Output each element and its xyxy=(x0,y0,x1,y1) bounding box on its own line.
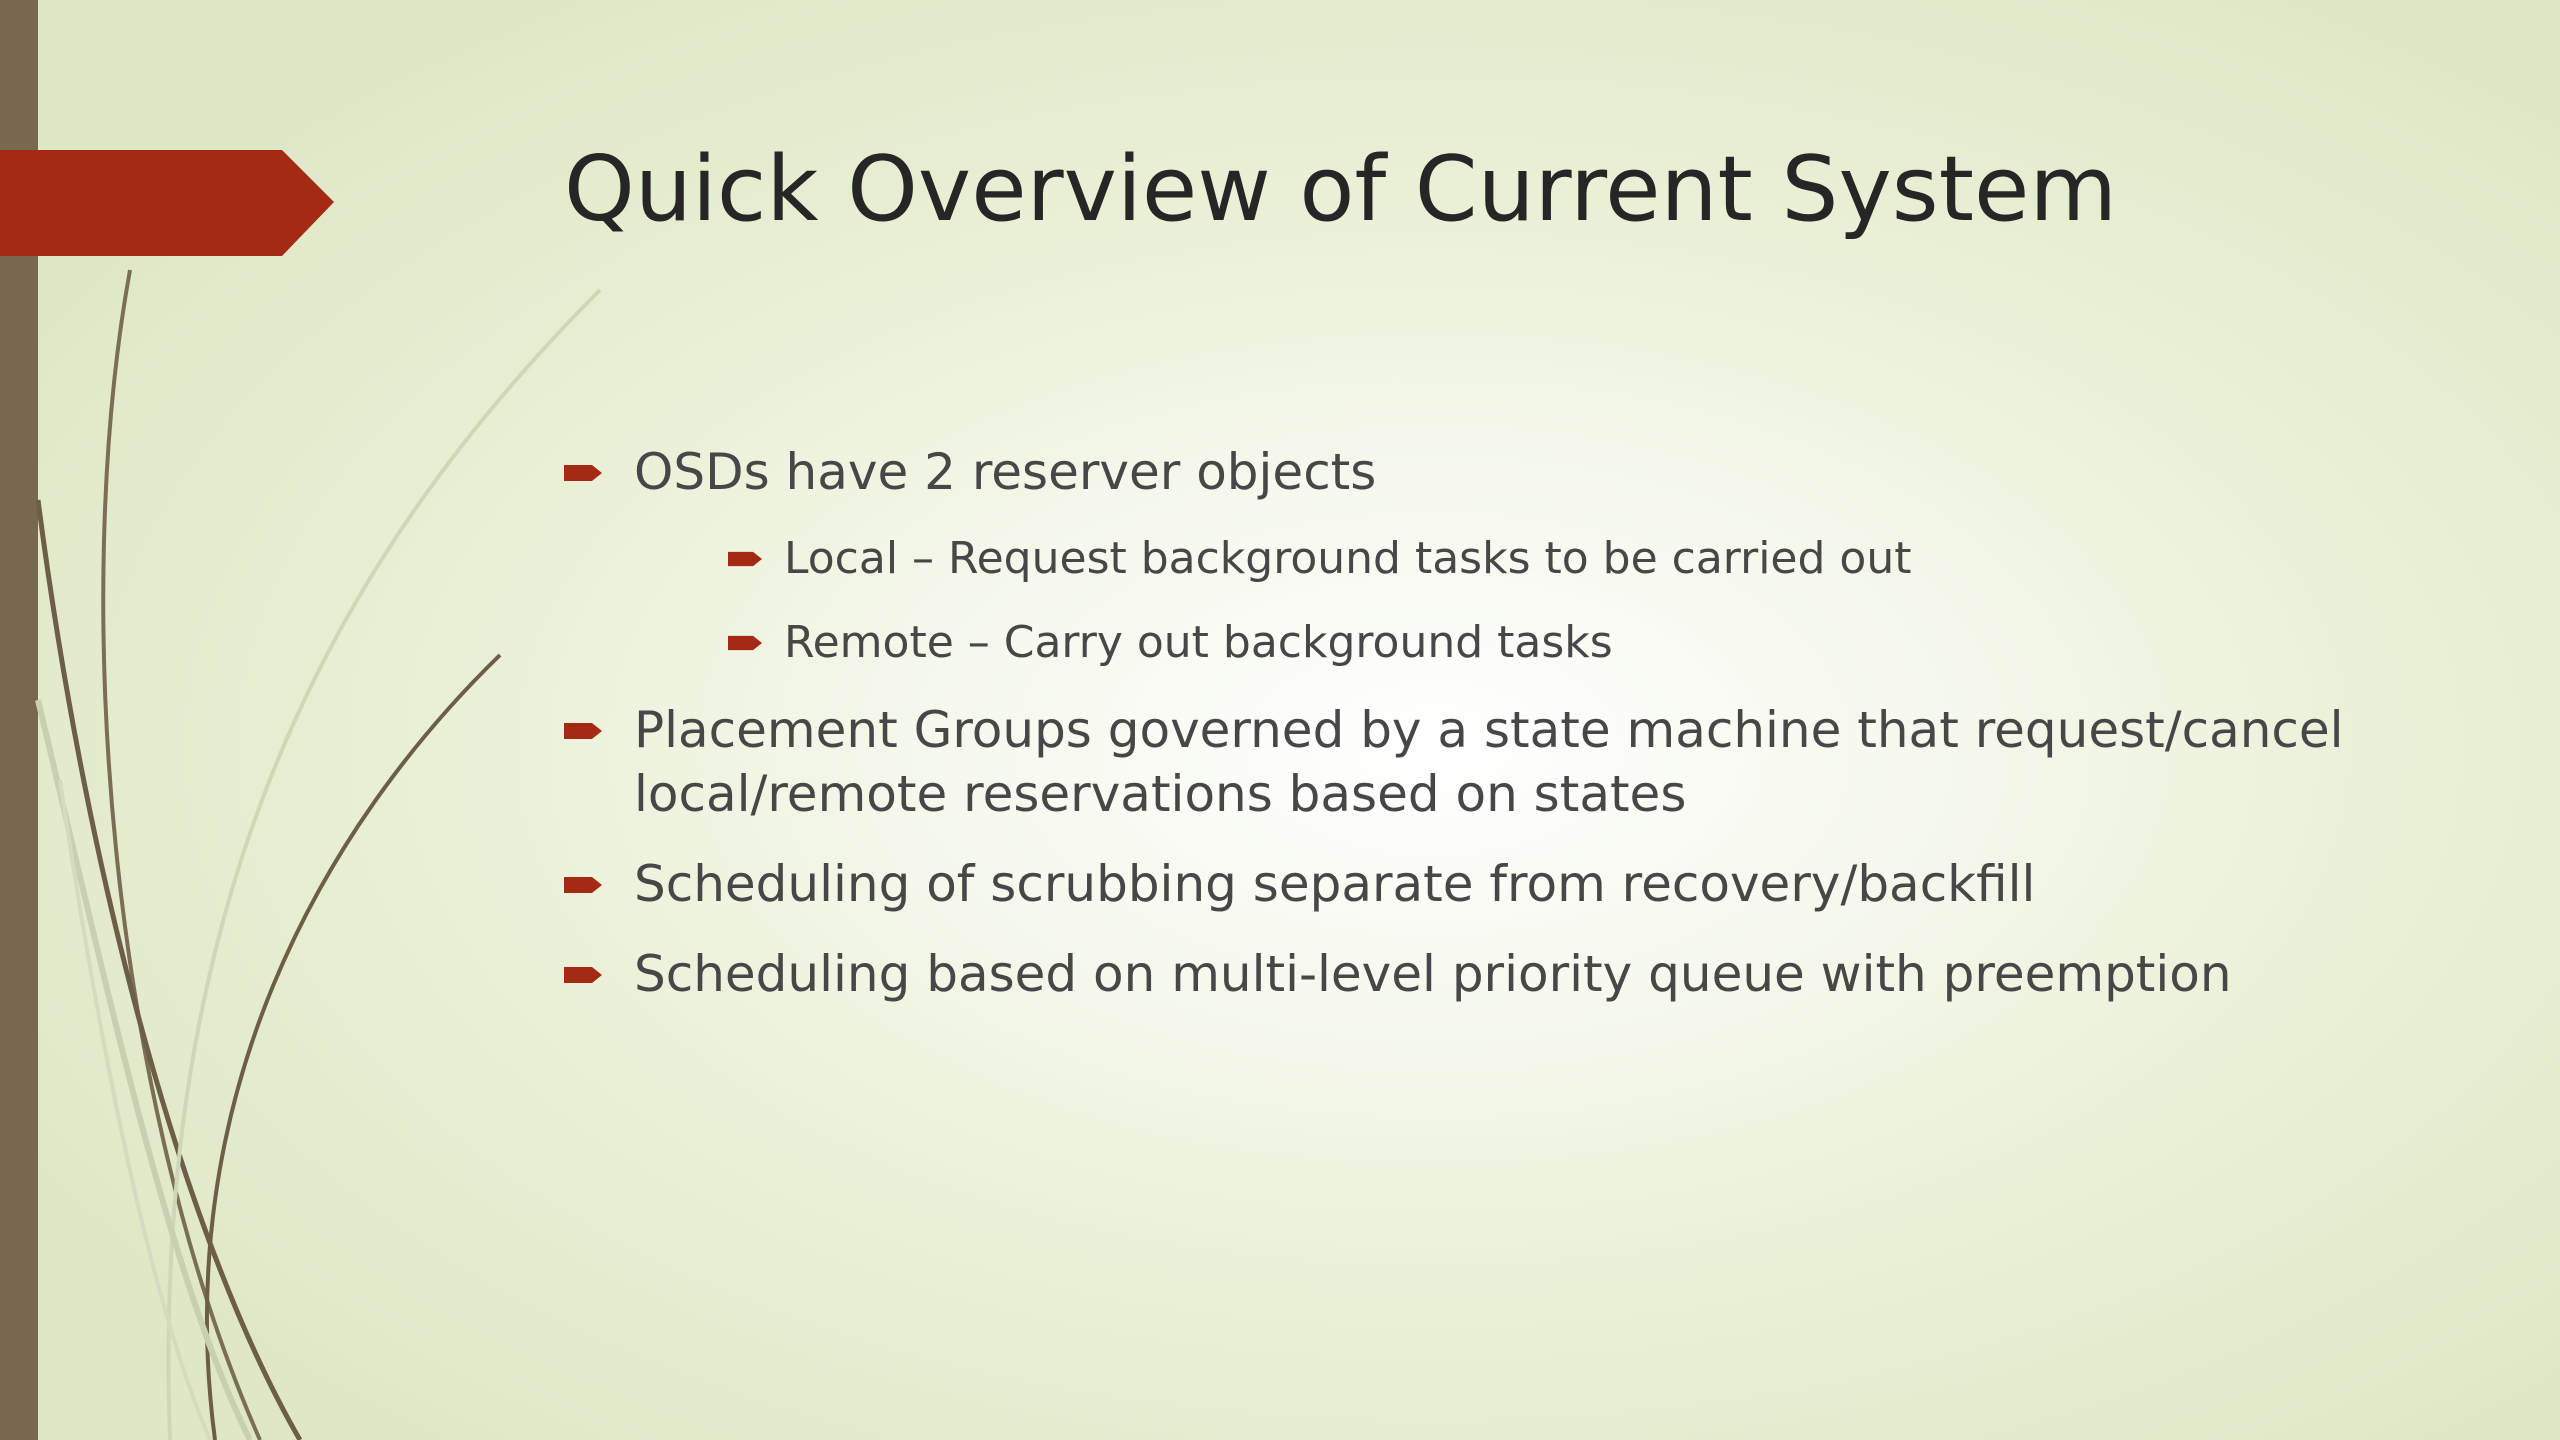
bullet-text: Placement Groups governed by a state machine that request/cancel local/remote reservations based on states xyxy=(634,701,2344,823)
bullet-text: Scheduling based on multi-level priority queue with preemption xyxy=(634,945,2232,1003)
sub-bullet-list xyxy=(634,530,2464,672)
bullet-text: OSDs have 2 reserver objects xyxy=(634,443,1377,501)
bullet-item xyxy=(564,852,2464,916)
arrow-bullet-icon xyxy=(564,874,602,896)
slide-title: Quick Overview of Current System xyxy=(564,137,2118,242)
bullet-list xyxy=(564,440,2464,1032)
arrow-bullet-icon xyxy=(564,720,602,742)
arrow-bullet-icon xyxy=(728,633,762,653)
sub-bullet-item xyxy=(728,614,2464,672)
arrow-bullet-icon xyxy=(564,964,602,986)
bullet-item xyxy=(564,942,2464,1006)
left-accent-bar xyxy=(0,0,38,1440)
sub-bullet-item xyxy=(728,530,2464,588)
bullet-item xyxy=(564,698,2464,826)
arrow-bullet-icon xyxy=(728,549,762,569)
sub-bullet-text: Local – Request background tasks to be carried out xyxy=(784,533,1912,584)
bullet-text: Scheduling of scrubbing separate from recovery/backfill xyxy=(634,855,2036,913)
arrow-bullet-icon xyxy=(564,462,602,484)
sub-bullet-text: Remote – Carry out background tasks xyxy=(784,617,1613,668)
bullet-item xyxy=(564,440,2464,672)
